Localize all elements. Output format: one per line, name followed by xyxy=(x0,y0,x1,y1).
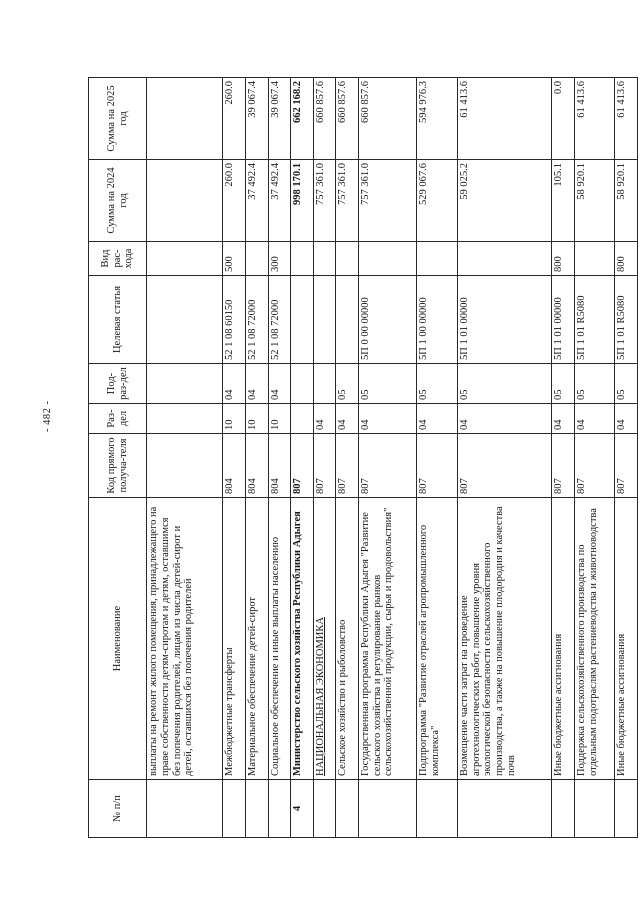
cell-num xyxy=(246,780,269,838)
cell-code: 807 xyxy=(336,434,359,498)
cell-name: Поддержка сельскохозяйственного производства по отдельным подотраслям растениеводства и животноводства xyxy=(574,498,615,780)
cell-vid xyxy=(457,242,551,276)
budget-table xyxy=(88,77,638,838)
cell-podrazdel: 04 xyxy=(268,364,291,404)
rotated-table-container xyxy=(88,78,638,838)
cell-code: 807 xyxy=(574,434,615,498)
cell-code: 804 xyxy=(223,434,246,498)
cell-code xyxy=(147,434,223,498)
header-vid: Вид рас-хода xyxy=(89,242,147,276)
cell-vid xyxy=(313,242,336,276)
page-number: - 482 - xyxy=(42,400,53,432)
cell-num xyxy=(552,780,575,838)
cell-sum2024: 37 492.4 xyxy=(246,160,269,242)
cell-podrazdel: 05 xyxy=(574,364,615,404)
cell-sum2024: 529 067.6 xyxy=(417,160,458,242)
cell-podrazdel: 05 xyxy=(615,364,638,404)
cell-name: Иные бюджетные ассигнования xyxy=(552,498,575,780)
cell-name: Министерство сельского хозяйства Республики Адыгея xyxy=(291,498,314,780)
cell-sum2024: 58 920.1 xyxy=(574,160,615,242)
cell-vid xyxy=(147,242,223,276)
header-podrazdel: Под-раз-дел xyxy=(89,364,147,404)
cell-num xyxy=(417,780,458,838)
table-row xyxy=(291,78,314,838)
cell-sum2024: 105.1 xyxy=(552,160,575,242)
cell-sum2025: 61 413.6 xyxy=(457,78,551,160)
header-code: Код прямого получа-теля xyxy=(89,434,147,498)
cell-num xyxy=(147,780,223,838)
cell-num xyxy=(574,780,615,838)
cell-num xyxy=(223,780,246,838)
cell-razdel: 04 xyxy=(457,404,551,434)
cell-target: 52 1 08 72000 xyxy=(246,276,269,364)
cell-podrazdel: 05 xyxy=(358,364,417,404)
table-row xyxy=(552,78,575,838)
cell-sum2025: 61 413.6 xyxy=(574,78,615,160)
cell-target: 5П 0 00 00000 xyxy=(358,276,417,364)
cell-name: выплаты на ремонт жилого помещения, принадлежащего на праве собственности детям-сиротам и детям, оставшимся без попечения родителей, лицам из числа детей-сирот и детей, оставшихся без попечения родителей xyxy=(147,498,223,780)
cell-code: 807 xyxy=(358,434,417,498)
cell-podrazdel: 04 xyxy=(223,364,246,404)
cell-razdel xyxy=(291,404,314,434)
cell-sum2025: 660 857.6 xyxy=(336,78,359,160)
cell-num: 4 xyxy=(291,780,314,838)
cell-sum2025 xyxy=(147,78,223,160)
cell-target: 52 1 08 72000 xyxy=(268,276,291,364)
cell-podrazdel xyxy=(313,364,336,404)
cell-sum2024: 757 361.0 xyxy=(358,160,417,242)
cell-num xyxy=(313,780,336,838)
cell-vid: 800 xyxy=(552,242,575,276)
cell-razdel: 04 xyxy=(574,404,615,434)
cell-vid: 800 xyxy=(615,242,638,276)
cell-code: 804 xyxy=(268,434,291,498)
cell-podrazdel: 05 xyxy=(552,364,575,404)
cell-name: Социальное обеспечение и иные выплаты населению xyxy=(268,498,291,780)
cell-sum2024: 58 920.1 xyxy=(615,160,638,242)
cell-code: 807 xyxy=(291,434,314,498)
cell-code: 807 xyxy=(313,434,336,498)
header-razdel: Раз-дел xyxy=(89,404,147,434)
cell-sum2025: 0.0 xyxy=(552,78,575,160)
cell-name: Сельское хозяйство и рыболовство xyxy=(336,498,359,780)
cell-sum2025: 594 976.3 xyxy=(417,78,458,160)
cell-vid xyxy=(417,242,458,276)
table-row xyxy=(358,78,417,838)
cell-sum2024: 757 361.0 xyxy=(313,160,336,242)
cell-num xyxy=(615,780,638,838)
cell-sum2025: 660 857.6 xyxy=(358,78,417,160)
table-row xyxy=(246,78,269,838)
cell-vid xyxy=(246,242,269,276)
cell-vid xyxy=(291,242,314,276)
cell-name: Государственная программа Республики Адыгея "Развитие сельского хозяйства и регулирование рынков сельскохозяйственной продукции, сырья и продовольствия" xyxy=(358,498,417,780)
cell-razdel: 04 xyxy=(552,404,575,434)
cell-target xyxy=(313,276,336,364)
cell-razdel: 10 xyxy=(268,404,291,434)
cell-vid: 300 xyxy=(268,242,291,276)
cell-sum2025: 39 067.4 xyxy=(268,78,291,160)
cell-num xyxy=(336,780,359,838)
cell-podrazdel: 05 xyxy=(457,364,551,404)
cell-sum2024 xyxy=(147,160,223,242)
cell-sum2024: 37 492.4 xyxy=(268,160,291,242)
table-row xyxy=(336,78,359,838)
cell-sum2025: 260.0 xyxy=(223,78,246,160)
cell-razdel: 04 xyxy=(615,404,638,434)
cell-num xyxy=(358,780,417,838)
cell-name: Иные бюджетные ассигнования xyxy=(615,498,638,780)
cell-vid xyxy=(336,242,359,276)
header-sum2025: Сумма на 2025 год xyxy=(89,78,147,160)
table-row xyxy=(417,78,458,838)
cell-name: Подпрограмма "Развитие отраслей агропромышленного комплекса" xyxy=(417,498,458,780)
cell-target: 5П 1 01 00000 xyxy=(552,276,575,364)
cell-podrazdel: 05 xyxy=(336,364,359,404)
cell-vid: 500 xyxy=(223,242,246,276)
cell-sum2025: 61 413.6 xyxy=(615,78,638,160)
cell-code: 807 xyxy=(615,434,638,498)
cell-name: Межбюджетные трансферты xyxy=(223,498,246,780)
cell-target: 5П 1 01 R5080 xyxy=(615,276,638,364)
cell-podrazdel xyxy=(147,364,223,404)
table-header-row xyxy=(89,78,147,838)
cell-podrazdel: 04 xyxy=(246,364,269,404)
table-row xyxy=(457,78,551,838)
cell-sum2025: 39 067.4 xyxy=(246,78,269,160)
cell-razdel: 10 xyxy=(246,404,269,434)
cell-target: 5П 1 00 00000 xyxy=(417,276,458,364)
cell-target xyxy=(336,276,359,364)
table-row xyxy=(574,78,615,838)
cell-razdel: 04 xyxy=(313,404,336,434)
cell-razdel: 10 xyxy=(223,404,246,434)
cell-razdel: 04 xyxy=(358,404,417,434)
cell-razdel: 04 xyxy=(336,404,359,434)
cell-code: 807 xyxy=(457,434,551,498)
cell-sum2024: 260.0 xyxy=(223,160,246,242)
cell-target: 5П 1 01 R5080 xyxy=(574,276,615,364)
cell-target: 52 1 08 60150 xyxy=(223,276,246,364)
cell-razdel: 04 xyxy=(417,404,458,434)
cell-code: 804 xyxy=(246,434,269,498)
cell-num xyxy=(457,780,551,838)
header-sum2024: Сумма на 2024 год xyxy=(89,160,147,242)
cell-target xyxy=(147,276,223,364)
cell-num xyxy=(268,780,291,838)
table-row xyxy=(147,78,223,838)
header-num: № п/п xyxy=(89,780,147,838)
cell-razdel xyxy=(147,404,223,434)
table-row xyxy=(313,78,336,838)
cell-code: 807 xyxy=(552,434,575,498)
cell-sum2024: 59 025.2 xyxy=(457,160,551,242)
cell-target xyxy=(291,276,314,364)
cell-sum2025: 662 168.2 xyxy=(291,78,314,160)
cell-podrazdel: 05 xyxy=(417,364,458,404)
cell-name: Возмещение части затрат на проведение агротехнологических работ, повышение уровня экологической безопасности сельскохозяйственного производства, а также на повышение плодородия и качества почв xyxy=(457,498,551,780)
cell-code: 807 xyxy=(417,434,458,498)
cell-name: Материальное обеспечение детей-сирот xyxy=(246,498,269,780)
cell-podrazdel xyxy=(291,364,314,404)
cell-vid xyxy=(358,242,417,276)
cell-sum2024: 757 361.0 xyxy=(336,160,359,242)
table-row xyxy=(615,78,638,838)
cell-target: 5П 1 01 00000 xyxy=(457,276,551,364)
cell-sum2025: 660 857.6 xyxy=(313,78,336,160)
cell-vid xyxy=(574,242,615,276)
table-row xyxy=(223,78,246,838)
table-row xyxy=(268,78,291,838)
header-name: Наименование xyxy=(89,498,147,780)
header-target: Целевая статья xyxy=(89,276,147,364)
cell-sum2024: 998 170.1 xyxy=(291,160,314,242)
cell-name: НАЦИОНАЛЬНАЯ ЭКОНОМИКА xyxy=(313,498,336,780)
